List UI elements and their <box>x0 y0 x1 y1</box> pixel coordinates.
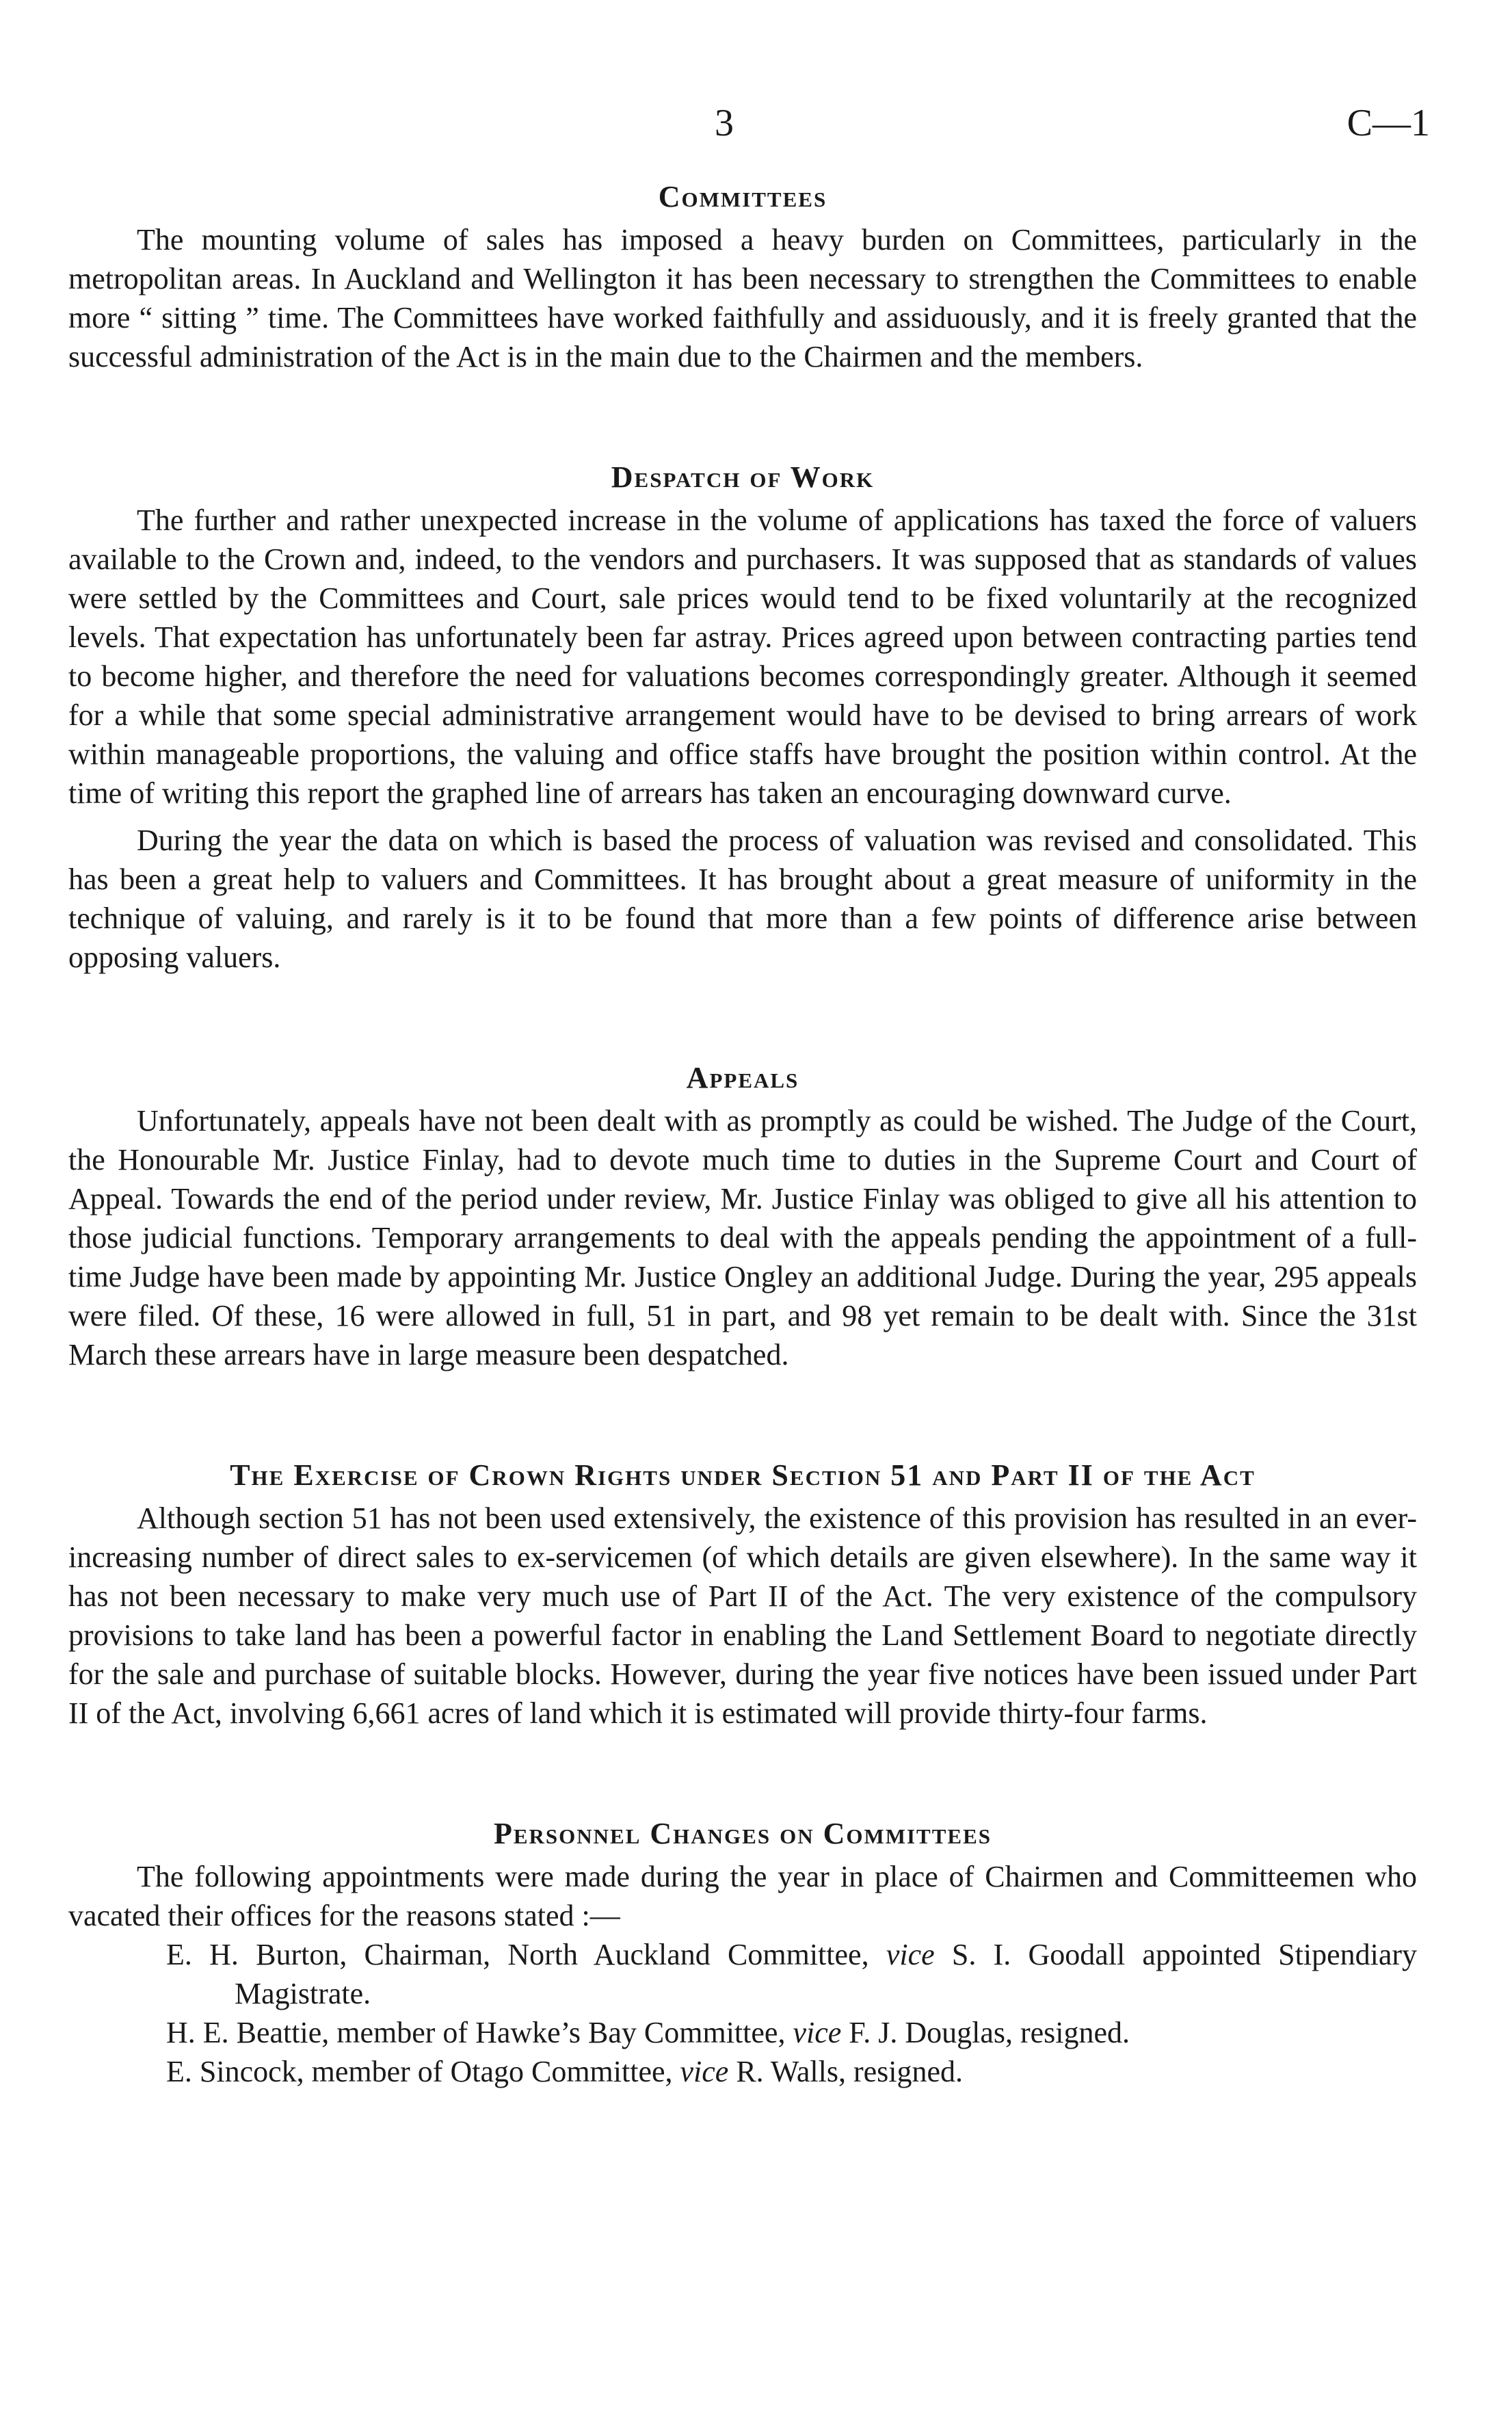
section-heading: Personnel Changes on Committees <box>493 1817 992 1850</box>
vice-word: vice <box>680 2055 729 2088</box>
appointment-detail: F. J. Douglas, resigned. <box>849 2016 1130 2049</box>
paragraph: Unfortunately, appeals have not been dealt with as promptly as could be wished. The Judge of the Court, the Honourable Mr. Justice Finlay, had to devote much time to duties in the Supreme Court and Court of Appeal. Towards the end of the period under review, Mr. Justice Finlay was obliged to give all his attention to those judicial functions. Temporary arrangements to deal with the appeals pending the appointment of a full-time Judge have been made by appointing Mr. Justice Ongley an additional Judge. During the year, 295 appeals were filed. Of these, 16 were allowed in full, 51 in part, and 98 yet remain to be dealt with. Since the 31st March these arrears have in large measure been despatched. <box>68 1104 1417 1371</box>
section-personnel-changes <box>68 1813 1417 2091</box>
section-heading: The Exercise of Crown Rights under Section 51 and Part II of the Act <box>230 1458 1256 1492</box>
section-despatch-of-work <box>68 457 1417 977</box>
paragraph: The mounting volume of sales has imposed a heavy burden on Committees, particularly in the metropolitan areas. In Auckland and Wellington it has been necessary to strengthen the Committees to enable more “ sitting ” time. The Committees have worked faithfully and assiduously, and it is freely granted that the successful administration of the Act is in the main due to the Chairmen and the members. <box>68 223 1417 373</box>
paragraph: The further and rather unexpected increase in the volume of applications has taxed the force of valuers available to the Crown and, indeed, to the vendors and purchasers. It was supposed that as standards of values were settled by the Committees and Court, sale prices would tend to be fixed voluntarily at the recognized levels. That expectation has unfortunately been far astray. Prices agreed upon between contracting parties tend to become higher, and therefore the need for valuations becomes correspondingly greater. Although it seemed for a while that some special administrative arrangement would have to be devised to bring arrears of work within manageable proportions, the valuing and office staffs have brought the position within control. At the time of writing this report the graphed line of arrears has taken an encouraging downward curve. <box>68 503 1417 810</box>
paragraph: During the year the data on which is based the process of valuation was revised and consolidated. This has been a great help to valuers and Committees. It has brought about a great measure of uniformity in the technique of valuing, and rarely is it to be found that more than a few points of difference arise between opposing valuers. <box>68 824 1417 974</box>
document-reference: C—1 <box>1347 102 1430 144</box>
list-item <box>68 2052 1417 2091</box>
list-item <box>68 2013 1417 2052</box>
list-item <box>68 1935 1417 2013</box>
appointment-text: E. Sincock, member of Otago Committee, <box>166 2055 673 2088</box>
page-number: 3 <box>715 102 734 144</box>
appointment-detail: R. Walls, resigned. <box>736 2055 964 2088</box>
appointment-detail: S. I. Goodall appointed Stipendiary Magistrate. <box>235 1938 1418 2010</box>
section-heading: Appeals <box>686 1061 799 1094</box>
section-committees <box>68 176 1417 376</box>
appointment-text: H. E. Beattie, member of Hawke’s Bay Committee, <box>166 2016 786 2049</box>
section-appeals <box>68 1057 1417 1374</box>
paragraph: Although section 51 has not been used extensively, the existence of this provision has resulted in an ever-increasing number of direct sales to ex-servicemen (of which details are given elsewhere). In the same way it has not been necessary to make very much use of Part II of the Act. The very existence of the compulsory provisions to take land has been a powerful factor in enabling the Land Settlement Board to negotiate directly for the sale and purchase of suitable blocks. However, during the year five notices have been issued under Part II of the Act, involving 6,661 acres of land which it is estimated will provide thirty-four farms. <box>68 1501 1417 1730</box>
paragraph: The following appointments were made during the year in place of Chairmen and Committeemen who vacated their offices for the reasons stated :— <box>68 1860 1417 1932</box>
section-crown-rights <box>68 1455 1417 1733</box>
page-content <box>68 176 1417 2091</box>
vice-word: vice <box>793 2016 842 2049</box>
section-heading: Despatch of Work <box>611 460 875 494</box>
vice-word: vice <box>886 1938 935 1971</box>
section-heading: Committees <box>658 180 827 213</box>
appointments-list <box>68 1935 1417 2091</box>
appointment-text: E. H. Burton, Chairman, North Auckland Committee, <box>166 1938 869 1971</box>
page-header <box>0 101 1512 149</box>
